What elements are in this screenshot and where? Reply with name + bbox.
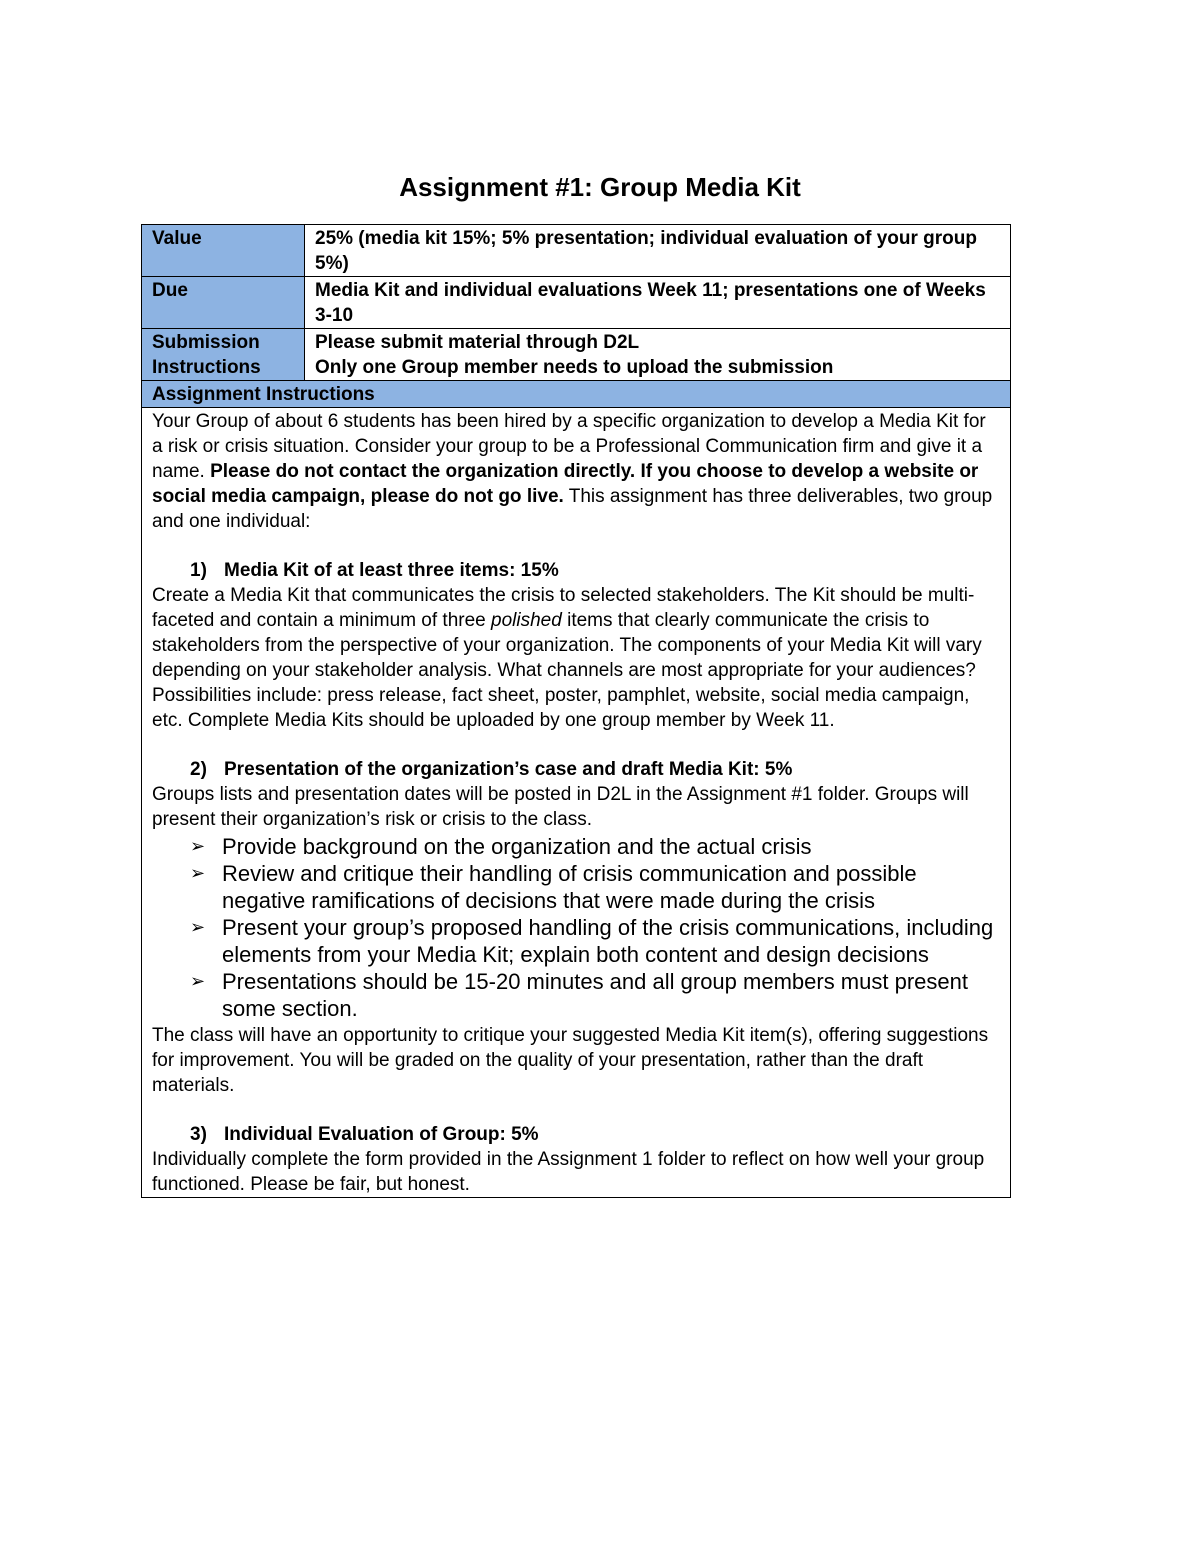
deliverable-2-heading: Presentation of the organization’s case and draft Media Kit: 5%	[224, 759, 793, 780]
intro-text-2: This assignment has three deliverables, two group and one individual:	[152, 486, 993, 532]
deliverable-2-bullet-list	[152, 833, 1000, 1022]
bullet-text: Provide background on the organization and the actual crisis	[222, 834, 812, 859]
submission-row	[142, 329, 1011, 381]
deliverable-1-heading: Media Kit of at least three items: 15%	[224, 560, 559, 581]
bullet-text: Presentations should be 15-20 minutes and all group members must present some section.	[222, 969, 968, 1021]
submission-label	[142, 329, 305, 381]
assignment-table	[141, 224, 1011, 1198]
due-text: Media Kit and individual evaluations Week 11; presentations one of Weeks 3-10	[305, 277, 1011, 329]
deliverable-2-number: 2)	[190, 759, 207, 780]
deliverable-3-paragraph: Individually complete the form provided in the Assignment 1 folder to reflect on how well your group functioned. Please be fair, but honest.	[152, 1149, 985, 1195]
value-row	[142, 225, 1011, 277]
submission-label-line-2: Instructions	[152, 357, 261, 378]
deliverable-1-number: 1)	[190, 560, 207, 581]
submission-label-line-1: Submission	[152, 332, 260, 353]
list-item	[152, 914, 1000, 968]
deliverable-3-heading: Individual Evaluation of Group: 5%	[224, 1124, 539, 1145]
intro-text-1: Your Group of about 6 students has been hired by a specific organization to develop a Media Kit for a risk or crisis situation. Consider your group to be a Professional Communication firm and give it a name.	[152, 411, 986, 482]
intro-paragraph	[152, 409, 1000, 534]
submission-line-2: Only one Group member needs to upload the submission	[315, 357, 834, 378]
due-row	[142, 277, 1011, 329]
instructions-heading: Assignment Instructions	[142, 381, 1011, 408]
deliverable-2-paragraph: Groups lists and presentation dates will be posted in D2L in the Assignment #1 folder. Groups will present their organization’s risk or crisis to the class.	[152, 784, 969, 830]
intro-warning: Please do not contact the organization directly. If you choose to develop a website or social media campaign, please do not go live.	[152, 461, 979, 507]
instructions-heading-row	[142, 381, 1011, 408]
deliverable-1-text-2: items that clearly communicate the crisis to stakeholders from the perspective of your organization. The components of your Media Kit will vary depending on your stakeholder analysis. What channels are most appropriate for your audiences? Possibilities include: press release, fact sheet, poster, pamphlet, website, social media campaign, etc. Complete Media Kits should be uploaded by one group member by Week 11.	[152, 610, 982, 731]
spacer	[152, 733, 1000, 757]
document-title: Assignment #1: Group Media Kit	[399, 172, 801, 202]
deliverable-2-title	[152, 757, 1000, 782]
arrow-bullet-icon: ➢	[190, 917, 206, 937]
list-item	[152, 833, 1000, 860]
deliverable-1-text-1: Create a Media Kit that communicates the crisis to selected stakeholders. The Kit should be multi-faceted and contain a minimum of three	[152, 585, 975, 631]
value-text: 25% (media kit 15%; 5% presentation; individual evaluation of your group 5%)	[305, 225, 1011, 277]
submission-line-1: Please submit material through D2L	[315, 332, 640, 353]
deliverable-1-paragraph	[152, 583, 1000, 733]
deliverable-1-emphasis: polished	[491, 610, 562, 631]
spacer	[152, 534, 1000, 558]
bullet-text: Present your group’s proposed handling of the crisis communications, including elements from your Media Kit; explain both content and design decisions	[222, 915, 994, 967]
arrow-bullet-icon: ➢	[190, 836, 206, 856]
instructions-body-row	[142, 408, 1011, 1198]
arrow-bullet-icon: ➢	[190, 971, 206, 991]
deliverable-3-title	[152, 1122, 1000, 1147]
deliverable-2-closing-paragraph: The class will have an opportunity to critique your suggested Media Kit item(s), offering suggestions for improvement. You will be graded on the quality of your presentation, rather than the draft materials.	[152, 1025, 989, 1096]
due-label: Due	[142, 277, 305, 329]
value-label: Value	[142, 225, 305, 277]
list-item	[152, 860, 1000, 914]
deliverable-1-title	[152, 558, 1000, 583]
spacer	[152, 1098, 1000, 1122]
arrow-bullet-icon: ➢	[190, 863, 206, 883]
instructions-body	[142, 408, 1011, 1198]
submission-text	[305, 329, 1011, 381]
deliverable-3-number: 3)	[190, 1124, 207, 1145]
bullet-text: Review and critique their handling of crisis communication and possible negative ramifications of decisions that were made during the crisis	[222, 861, 917, 913]
list-item	[152, 968, 1000, 1022]
